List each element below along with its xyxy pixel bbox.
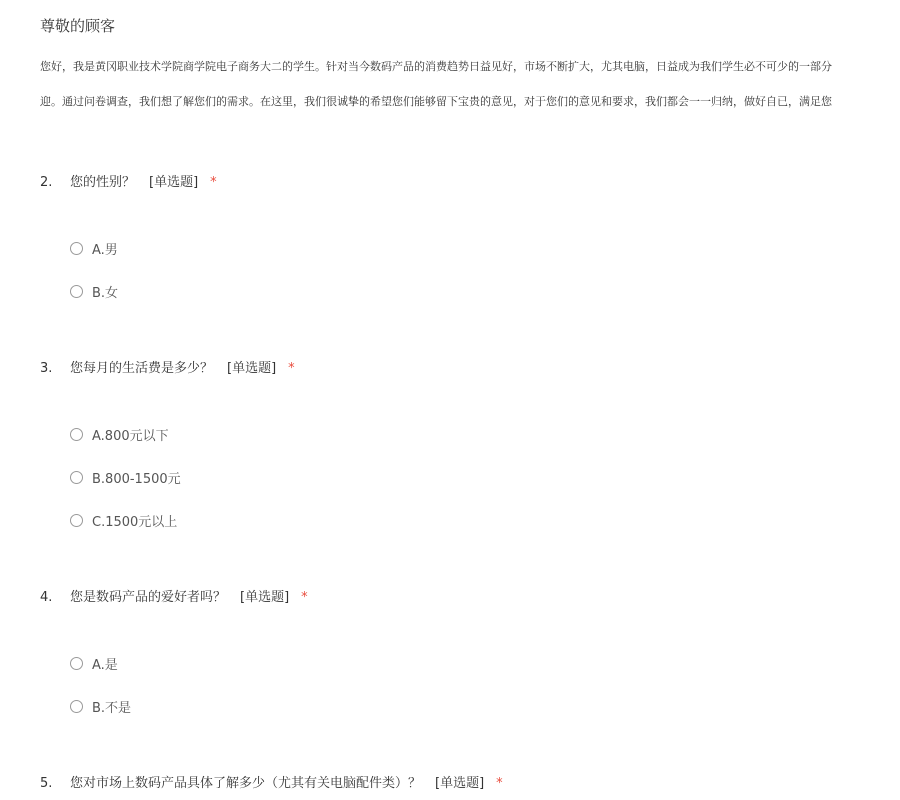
question-4-title — [40, 586, 308, 605]
radio-button[interactable] — [70, 657, 83, 670]
option-no[interactable] — [70, 697, 131, 715]
option-below-800[interactable] — [70, 425, 169, 443]
greeting-title: 尊敬的顾客 — [40, 17, 116, 35]
intro-text-line-2: 迎。通过问卷调查，我们想了解您们的需求。在这里，我们很诚挚的希望您们能够留下宝贵的意见，对于您们的意见和要求，我们都会一一归纳，做好自已，满足您 — [40, 95, 832, 108]
question-type: [单选题] — [149, 175, 199, 190]
required-marker: * — [496, 776, 503, 791]
option-label[interactable]: B.女 — [92, 285, 119, 301]
question-type: [单选题] — [435, 776, 485, 791]
question-text: 您对市场上数码产品具体了解多少（尤其有关电脑配件类）？ — [70, 776, 422, 791]
question-text: 您每月的生活费是多少？ — [70, 361, 214, 376]
option-label[interactable]: B.不是 — [92, 700, 132, 716]
option-yes[interactable] — [70, 654, 118, 672]
radio-button[interactable] — [70, 285, 83, 298]
option-male[interactable] — [70, 239, 118, 257]
option-label[interactable]: C.1500元以上 — [92, 514, 178, 530]
question-number: 4. — [40, 590, 53, 605]
question-number: 2. — [40, 175, 53, 190]
option-label[interactable]: A.800元以下 — [92, 428, 169, 444]
radio-button[interactable] — [70, 700, 83, 713]
option-above-1500[interactable] — [70, 511, 177, 529]
option-label[interactable]: A.男 — [92, 242, 118, 258]
required-marker: * — [288, 361, 295, 376]
question-3-title — [40, 357, 295, 376]
question-number: 3. — [40, 361, 53, 376]
question-type: [单选题] — [227, 361, 277, 376]
intro-text-line-1: 您好，我是黄冈职业技术学院商学院电子商务大二的学生。针对当今数码产品的消费趋势日益见好，市场不断扩大，尤其电脑，日益成为我们学生必不可少的一部分 — [40, 60, 832, 73]
option-label[interactable]: A.是 — [92, 657, 118, 673]
question-text: 您是数码产品的爱好者吗？ — [70, 590, 227, 605]
question-number: 5. — [40, 776, 53, 791]
radio-button[interactable] — [70, 242, 83, 255]
option-label[interactable]: B.800-1500元 — [92, 471, 181, 487]
question-5-title — [40, 772, 503, 791]
required-marker: * — [301, 590, 308, 605]
radio-button[interactable] — [70, 514, 83, 527]
radio-button[interactable] — [70, 471, 83, 484]
option-800-1500[interactable] — [70, 468, 181, 486]
option-female[interactable] — [70, 282, 118, 300]
required-marker: * — [210, 175, 217, 190]
radio-button[interactable] — [70, 428, 83, 441]
question-text: 您的性别？ — [70, 175, 136, 190]
question-type: [单选题] — [240, 590, 290, 605]
question-2-title — [40, 171, 217, 190]
